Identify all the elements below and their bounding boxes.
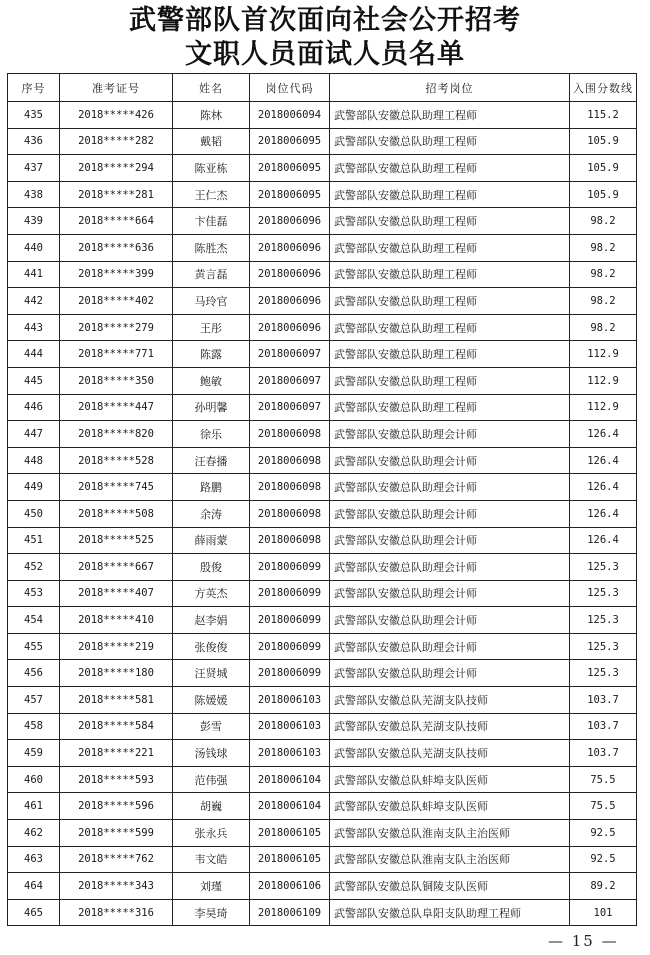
position-cell: 武警部队安徽总队助理会计师 bbox=[330, 474, 570, 501]
position-code-cell: 2018006098 bbox=[250, 421, 330, 448]
position-code-cell: 2018006099 bbox=[250, 580, 330, 607]
score-line-cell: 101 bbox=[570, 899, 637, 926]
name-cell: 孙明馨 bbox=[173, 394, 250, 421]
score-line-cell: 98.2 bbox=[570, 314, 637, 341]
serial-cell: 449 bbox=[8, 474, 60, 501]
score-line-cell: 126.4 bbox=[570, 474, 637, 501]
name-cell: 路鹏 bbox=[173, 474, 250, 501]
exam-id-cell: 2018*****762 bbox=[60, 846, 173, 873]
serial-cell: 456 bbox=[8, 660, 60, 687]
position-code-cell: 2018006095 bbox=[250, 155, 330, 182]
serial-cell: 465 bbox=[8, 899, 60, 926]
position-cell: 武警部队安徽总队助理工程师 bbox=[330, 367, 570, 394]
position-code-cell: 2018006099 bbox=[250, 607, 330, 634]
table-row bbox=[8, 394, 637, 421]
header-score-line: 入围分数线 bbox=[570, 74, 637, 102]
exam-id-cell: 2018*****664 bbox=[60, 208, 173, 235]
score-line-cell: 98.2 bbox=[570, 208, 637, 235]
position-cell: 武警部队安徽总队助理工程师 bbox=[330, 155, 570, 182]
position-code-cell: 2018006094 bbox=[250, 102, 330, 129]
exam-id-cell: 2018*****281 bbox=[60, 181, 173, 208]
score-line-cell: 98.2 bbox=[570, 288, 637, 315]
serial-cell: 453 bbox=[8, 580, 60, 607]
serial-cell: 451 bbox=[8, 527, 60, 554]
score-line-cell: 105.9 bbox=[570, 181, 637, 208]
position-code-cell: 2018006097 bbox=[250, 394, 330, 421]
score-line-cell: 115.2 bbox=[570, 102, 637, 129]
position-code-cell: 2018006106 bbox=[250, 873, 330, 900]
serial-cell: 448 bbox=[8, 447, 60, 474]
position-code-cell: 2018006109 bbox=[250, 899, 330, 926]
position-code-cell: 2018006104 bbox=[250, 766, 330, 793]
position-code-cell: 2018006099 bbox=[250, 633, 330, 660]
name-cell: 徐乐 bbox=[173, 421, 250, 448]
name-cell: 鲍敏 bbox=[173, 367, 250, 394]
name-cell: 李昊琦 bbox=[173, 899, 250, 926]
exam-id-cell: 2018*****294 bbox=[60, 155, 173, 182]
exam-id-cell: 2018*****279 bbox=[60, 314, 173, 341]
exam-id-cell: 2018*****407 bbox=[60, 580, 173, 607]
serial-cell: 457 bbox=[8, 687, 60, 714]
name-cell: 王彤 bbox=[173, 314, 250, 341]
exam-id-cell: 2018*****636 bbox=[60, 234, 173, 261]
serial-cell: 446 bbox=[8, 394, 60, 421]
exam-id-cell: 2018*****343 bbox=[60, 873, 173, 900]
position-code-cell: 2018006096 bbox=[250, 234, 330, 261]
table-row bbox=[8, 713, 637, 740]
table-body bbox=[8, 102, 637, 926]
exam-id-cell: 2018*****596 bbox=[60, 793, 173, 820]
serial-cell: 461 bbox=[8, 793, 60, 820]
serial-cell: 458 bbox=[8, 713, 60, 740]
table-row bbox=[8, 474, 637, 501]
name-cell: 陈亚栋 bbox=[173, 155, 250, 182]
serial-cell: 436 bbox=[8, 128, 60, 155]
serial-cell: 441 bbox=[8, 261, 60, 288]
position-code-cell: 2018006098 bbox=[250, 500, 330, 527]
exam-id-cell: 2018*****402 bbox=[60, 288, 173, 315]
serial-cell: 452 bbox=[8, 554, 60, 581]
position-code-cell: 2018006099 bbox=[250, 554, 330, 581]
serial-cell: 438 bbox=[8, 181, 60, 208]
score-line-cell: 125.3 bbox=[570, 554, 637, 581]
score-line-cell: 105.9 bbox=[570, 155, 637, 182]
score-line-cell: 98.2 bbox=[570, 261, 637, 288]
exam-id-cell: 2018*****745 bbox=[60, 474, 173, 501]
score-line-cell: 112.9 bbox=[570, 394, 637, 421]
name-cell: 陈胜杰 bbox=[173, 234, 250, 261]
table-row bbox=[8, 234, 637, 261]
name-cell: 汤钱球 bbox=[173, 740, 250, 767]
title-line-2: 文职人员面试人员名单 bbox=[185, 39, 465, 70]
position-code-cell: 2018006095 bbox=[250, 181, 330, 208]
score-line-cell: 125.3 bbox=[570, 660, 637, 687]
page-number: — 15 — bbox=[548, 932, 619, 950]
position-cell: 武警部队安徽总队助理会计师 bbox=[330, 500, 570, 527]
exam-id-cell: 2018*****447 bbox=[60, 394, 173, 421]
score-line-cell: 126.4 bbox=[570, 500, 637, 527]
position-code-cell: 2018006096 bbox=[250, 261, 330, 288]
serial-cell: 459 bbox=[8, 740, 60, 767]
table-row bbox=[8, 580, 637, 607]
position-cell: 武警部队安徽总队助理工程师 bbox=[330, 394, 570, 421]
name-cell: 卞佳磊 bbox=[173, 208, 250, 235]
score-line-cell: 125.3 bbox=[570, 607, 637, 634]
table-row bbox=[8, 660, 637, 687]
position-cell: 武警部队安徽总队芜湖支队技师 bbox=[330, 687, 570, 714]
serial-cell: 444 bbox=[8, 341, 60, 368]
position-cell: 武警部队安徽总队助理会计师 bbox=[330, 580, 570, 607]
table-row bbox=[8, 899, 637, 926]
name-cell: 陈露 bbox=[173, 341, 250, 368]
position-cell: 武警部队安徽总队助理工程师 bbox=[330, 128, 570, 155]
table-row bbox=[8, 607, 637, 634]
score-line-cell: 98.2 bbox=[570, 234, 637, 261]
name-cell: 张俊俊 bbox=[173, 633, 250, 660]
header-exam-id: 准考证号 bbox=[60, 74, 173, 102]
score-line-cell: 103.7 bbox=[570, 740, 637, 767]
exam-id-cell: 2018*****771 bbox=[60, 341, 173, 368]
name-cell: 黄言磊 bbox=[173, 261, 250, 288]
position-code-cell: 2018006098 bbox=[250, 447, 330, 474]
position-code-cell: 2018006103 bbox=[250, 713, 330, 740]
position-cell: 武警部队安徽总队淮南支队主治医师 bbox=[330, 846, 570, 873]
table-row bbox=[8, 633, 637, 660]
score-line-cell: 92.5 bbox=[570, 846, 637, 873]
table-row bbox=[8, 181, 637, 208]
serial-cell: 462 bbox=[8, 820, 60, 847]
serial-cell: 447 bbox=[8, 421, 60, 448]
exam-id-cell: 2018*****508 bbox=[60, 500, 173, 527]
position-cell: 武警部队安徽总队淮南支队主治医师 bbox=[330, 820, 570, 847]
position-cell: 武警部队安徽总队助理工程师 bbox=[330, 288, 570, 315]
exam-id-cell: 2018*****399 bbox=[60, 261, 173, 288]
position-cell: 武警部队安徽总队助理工程师 bbox=[330, 261, 570, 288]
exam-id-cell: 2018*****525 bbox=[60, 527, 173, 554]
position-code-cell: 2018006103 bbox=[250, 740, 330, 767]
exam-id-cell: 2018*****410 bbox=[60, 607, 173, 634]
name-cell: 张永兵 bbox=[173, 820, 250, 847]
position-cell: 武警部队安徽总队蚌埠支队医师 bbox=[330, 793, 570, 820]
name-cell: 胡巍 bbox=[173, 793, 250, 820]
position-cell: 武警部队安徽总队助理会计师 bbox=[330, 447, 570, 474]
position-code-cell: 2018006104 bbox=[250, 793, 330, 820]
name-cell: 陈林 bbox=[173, 102, 250, 129]
position-cell: 武警部队安徽总队助理会计师 bbox=[330, 554, 570, 581]
table-row bbox=[8, 527, 637, 554]
exam-id-cell: 2018*****599 bbox=[60, 820, 173, 847]
exam-id-cell: 2018*****180 bbox=[60, 660, 173, 687]
position-code-cell: 2018006098 bbox=[250, 474, 330, 501]
serial-cell: 445 bbox=[8, 367, 60, 394]
table-row bbox=[8, 155, 637, 182]
exam-id-cell: 2018*****820 bbox=[60, 421, 173, 448]
table-row bbox=[8, 128, 637, 155]
header-name: 姓名 bbox=[173, 74, 250, 102]
table-row bbox=[8, 447, 637, 474]
position-code-cell: 2018006105 bbox=[250, 846, 330, 873]
score-line-cell: 75.5 bbox=[570, 793, 637, 820]
score-line-cell: 112.9 bbox=[570, 341, 637, 368]
name-cell: 戴韬 bbox=[173, 128, 250, 155]
score-line-cell: 126.4 bbox=[570, 447, 637, 474]
name-cell: 汪春播 bbox=[173, 447, 250, 474]
serial-cell: 454 bbox=[8, 607, 60, 634]
score-line-cell: 75.5 bbox=[570, 766, 637, 793]
serial-cell: 464 bbox=[8, 873, 60, 900]
name-cell: 彭雪 bbox=[173, 713, 250, 740]
score-line-cell: 92.5 bbox=[570, 820, 637, 847]
position-cell: 武警部队安徽总队助理会计师 bbox=[330, 660, 570, 687]
name-cell: 刘瑾 bbox=[173, 873, 250, 900]
position-code-cell: 2018006096 bbox=[250, 314, 330, 341]
score-line-cell: 105.9 bbox=[570, 128, 637, 155]
serial-cell: 460 bbox=[8, 766, 60, 793]
serial-cell: 437 bbox=[8, 155, 60, 182]
interview-roster-table bbox=[7, 73, 637, 926]
table-row bbox=[8, 288, 637, 315]
position-cell: 武警部队安徽总队助理工程师 bbox=[330, 234, 570, 261]
exam-id-cell: 2018*****316 bbox=[60, 899, 173, 926]
name-cell: 薛雨蒙 bbox=[173, 527, 250, 554]
score-line-cell: 103.7 bbox=[570, 687, 637, 714]
position-cell: 武警部队安徽总队阜阳支队助理工程师 bbox=[330, 899, 570, 926]
table-header-row bbox=[8, 74, 637, 102]
exam-id-cell: 2018*****593 bbox=[60, 766, 173, 793]
serial-cell: 455 bbox=[8, 633, 60, 660]
table-row bbox=[8, 500, 637, 527]
score-line-cell: 125.3 bbox=[570, 633, 637, 660]
position-code-cell: 2018006105 bbox=[250, 820, 330, 847]
name-cell: 殷俊 bbox=[173, 554, 250, 581]
exam-id-cell: 2018*****350 bbox=[60, 367, 173, 394]
table-row bbox=[8, 793, 637, 820]
header-position-code: 岗位代码 bbox=[250, 74, 330, 102]
position-cell: 武警部队安徽总队铜陵支队医师 bbox=[330, 873, 570, 900]
serial-cell: 450 bbox=[8, 500, 60, 527]
table-row bbox=[8, 208, 637, 235]
table-row bbox=[8, 341, 637, 368]
table-row bbox=[8, 687, 637, 714]
table-row bbox=[8, 846, 637, 873]
table-row bbox=[8, 554, 637, 581]
position-code-cell: 2018006096 bbox=[250, 288, 330, 315]
position-code-cell: 2018006099 bbox=[250, 660, 330, 687]
name-cell: 赵李娟 bbox=[173, 607, 250, 634]
position-code-cell: 2018006098 bbox=[250, 527, 330, 554]
score-line-cell: 125.3 bbox=[570, 580, 637, 607]
header-serial: 序号 bbox=[8, 74, 60, 102]
table-row bbox=[8, 314, 637, 341]
serial-cell: 463 bbox=[8, 846, 60, 873]
name-cell: 汪贤城 bbox=[173, 660, 250, 687]
position-cell: 武警部队安徽总队助理工程师 bbox=[330, 208, 570, 235]
document-title bbox=[0, 4, 650, 72]
serial-cell: 440 bbox=[8, 234, 60, 261]
exam-id-cell: 2018*****282 bbox=[60, 128, 173, 155]
exam-id-cell: 2018*****426 bbox=[60, 102, 173, 129]
exam-id-cell: 2018*****581 bbox=[60, 687, 173, 714]
serial-cell: 435 bbox=[8, 102, 60, 129]
position-cell: 武警部队安徽总队芜湖支队技师 bbox=[330, 740, 570, 767]
table-row bbox=[8, 740, 637, 767]
position-cell: 武警部队安徽总队芜湖支队技师 bbox=[330, 713, 570, 740]
position-cell: 武警部队安徽总队助理工程师 bbox=[330, 181, 570, 208]
score-line-cell: 89.2 bbox=[570, 873, 637, 900]
exam-id-cell: 2018*****221 bbox=[60, 740, 173, 767]
position-cell: 武警部队安徽总队蚌埠支队医师 bbox=[330, 766, 570, 793]
position-code-cell: 2018006095 bbox=[250, 128, 330, 155]
table-row bbox=[8, 261, 637, 288]
name-cell: 王仁杰 bbox=[173, 181, 250, 208]
serial-cell: 442 bbox=[8, 288, 60, 315]
position-code-cell: 2018006103 bbox=[250, 687, 330, 714]
name-cell: 余涛 bbox=[173, 500, 250, 527]
table-row bbox=[8, 873, 637, 900]
name-cell: 韦文皓 bbox=[173, 846, 250, 873]
position-code-cell: 2018006097 bbox=[250, 341, 330, 368]
position-code-cell: 2018006097 bbox=[250, 367, 330, 394]
name-cell: 陈媛媛 bbox=[173, 687, 250, 714]
position-cell: 武警部队安徽总队助理工程师 bbox=[330, 102, 570, 129]
name-cell: 范伟强 bbox=[173, 766, 250, 793]
name-cell: 方英杰 bbox=[173, 580, 250, 607]
title-line-1: 武警部队首次面向社会公开招考 bbox=[129, 5, 521, 36]
score-line-cell: 103.7 bbox=[570, 713, 637, 740]
serial-cell: 443 bbox=[8, 314, 60, 341]
table-row bbox=[8, 766, 637, 793]
serial-cell: 439 bbox=[8, 208, 60, 235]
score-line-cell: 112.9 bbox=[570, 367, 637, 394]
exam-id-cell: 2018*****528 bbox=[60, 447, 173, 474]
table-row bbox=[8, 421, 637, 448]
header-position: 招考岗位 bbox=[330, 74, 570, 102]
position-cell: 武警部队安徽总队助理会计师 bbox=[330, 421, 570, 448]
exam-id-cell: 2018*****667 bbox=[60, 554, 173, 581]
score-line-cell: 126.4 bbox=[570, 421, 637, 448]
table-row bbox=[8, 102, 637, 129]
exam-id-cell: 2018*****584 bbox=[60, 713, 173, 740]
table-row bbox=[8, 367, 637, 394]
position-cell: 武警部队安徽总队助理工程师 bbox=[330, 314, 570, 341]
position-cell: 武警部队安徽总队助理会计师 bbox=[330, 527, 570, 554]
name-cell: 马玲官 bbox=[173, 288, 250, 315]
position-cell: 武警部队安徽总队助理工程师 bbox=[330, 341, 570, 368]
position-code-cell: 2018006096 bbox=[250, 208, 330, 235]
score-line-cell: 126.4 bbox=[570, 527, 637, 554]
position-cell: 武警部队安徽总队助理会计师 bbox=[330, 633, 570, 660]
position-cell: 武警部队安徽总队助理会计师 bbox=[330, 607, 570, 634]
table-row bbox=[8, 820, 637, 847]
exam-id-cell: 2018*****219 bbox=[60, 633, 173, 660]
